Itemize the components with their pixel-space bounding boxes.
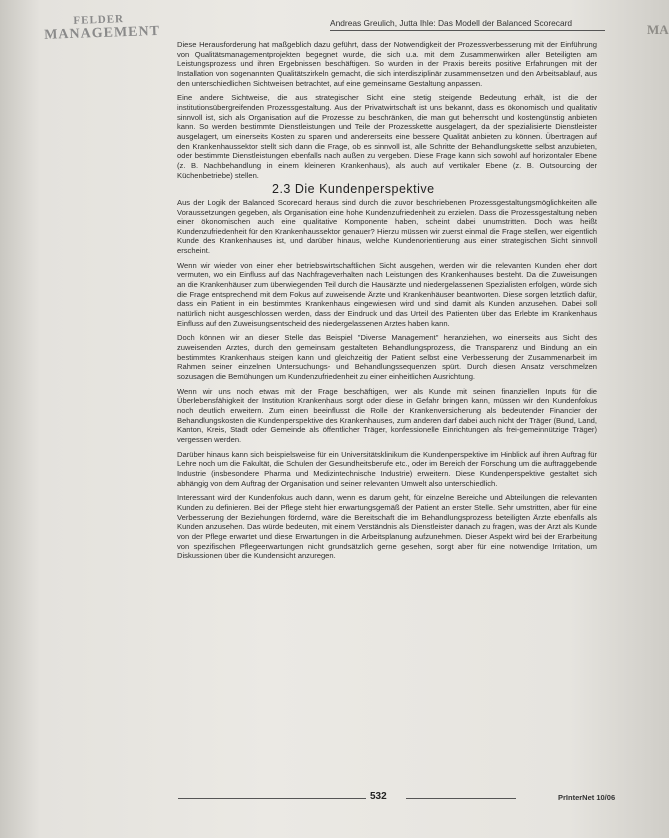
paragraph: Aus der Logik der Balanced Scorecard heraus sind durch die zuvor beschriebenen Prozessgestaltungsmöglichkeiten alle Voraussetzungen gegeben, als Organisation eine hohe Kundenzufriedenheit zu erzielen. Dass die Prozessgestaltung neben einer ökonomischen auch eine qualitative Komponente haben, scheint dabei unumstritten. Doch was heißt Kundenzufriedenheit für den Krankenhaussektor genauer? Hierzu müssen wir zuerst einmal die Frage stellen, wer eigentlich Kunde des Krankenhauses ist, und darüber hinaus, welche Kundenorientierung aus einer strategischen Sicht sinnvoll erscheint.: [177, 197, 597, 256]
paragraph: Eine andere Sichtweise, die aus strategischer Sicht eine stetig steigende Bedeutung erhält, ist die der institutionsübergreifenden Prozessgestaltung. Aus der Privatwirtschaft ist uns bekannt, dass es ökonomisch und qualitativ sinnvoll ist, sich als Organisation auf die Prozesse zu beschränken, die man gut beherrscht und kostengünstig anbieten kann. So werden bestimmte Dienstleistungen und Teile der Prozesskette ausgelagert, da der spezialisierte Dienstleister ausgelagert, um einerseits Kosten zu sparen und andererseits eine bessere Qualität anbieten zu können. Übertragen auf den Krankenhaussektor stellt sich dann die Frage, ob es sinnvoll ist, alle Schritte der Behandlungskette selbst anzubieten, oder bestimmte Dienstleistungen ebenfalls nach außen zu vergeben. Diese Frage kann sich sowohl auf horizontaler Ebene (z. B. Nachbehandlung in einem kleineren Krankenhaus), als auch auf vertikaler Ebene (z. B. Outsourcing der Küchenbetriebe) stellen.: [177, 93, 597, 180]
journal-logo: [43, 12, 161, 44]
page-number: 532: [370, 791, 387, 802]
issue-label: PrInterNet 10/06: [558, 793, 616, 802]
paragraph: Interessant wird der Kundenfokus auch dann, wenn es darum geht, für einzelne Bereiche und Abteilungen die relevanten Kunden zu definieren. Bei der Pflege steht hier erwartungsgemäß der Patient an erster Stelle. Sehr umstritten, aber für eine Verbesserung der Beziehungen fördernd, wäre die Bereitschaft die im Behandlungsprozess beteiligten Ärzte ebenfalls als Kunden anzusehen. Das würde bedeuten, mit einem Verständnis als Dienstleister danach zu fragen, was der Arzt als Kunde von der Pflege erwartet und diese Erwartungen in die Arbeitsplanung aufzunehmen. Dieser Aspekt wird bei der Erarbeitung von spezifischen Pflegeerwartungen nicht grundsätzlich gerne gesehen, sorgt aber für eine notwendige Irritation, um Diskussionen über die Kundensicht anzuregen.: [177, 493, 597, 561]
footer-rule-right: [406, 798, 516, 799]
adjacent-page-edge-text: MA: [647, 22, 669, 37]
paragraph: Doch können wir an dieser Stelle das Beispiel "Diverse Management" heranziehen, wo einerseits aus Sicht des zuweisenden Arztes, durch den gemeinsam gestalteten Behandlungsprozess, die Transparenz und Bindung an ein bestimmtes Krankenhaus steigen kann und gleichzeitig der Patient selbst eine Verbesserung der Zusammenarbeit im Rahmen seiner einzelnen Untersuchungs- und Behandlungssequenzen spürt. Durch diesen Ansatz verschmelzen sozusagen die Bemühungen um Kundenzufriedenheit zu einer einheitlichen Ausrichtung.: [177, 333, 597, 381]
section-heading: 2.3 Die Kundenperspektive: [272, 182, 435, 197]
paragraph: Wenn wir wieder von einer eher betriebswirtschaftlichen Sicht ausgehen, werden wir die relevanten Kunden eher dort vermuten, wo ein Einfluss auf das Nachfrageverhalten nach Leistungen des Krankenhauses besteht. Da die Zuweisungen an die Krankenhäuser zum überwiegenden Teil durch die Hausärzte und niedergelassenen Spezialisten erfolgen, würde sich die Frage entsprechend mit dem Fokus auf zuweisende Ärzte und Krankenhäuser beantworten. Diese sorgen letztlich dafür, dass ein Patient in ein bestimmtes Krankenhaus eingewiesen wird und sind damit als Kunden anzusehen. Dabei soll natürlich nicht ausgeschlossen werden, dass der Eindruck und das Urteil des Patienten über das Erlebte im Krankenhaus Einfluss auf den Zuweisungsentscheid des niedergelassenen Arztes haben kann.: [177, 260, 597, 328]
logo-line-2: MANAGEMENT: [43, 23, 161, 43]
running-head: Andreas Greulich, Jutta Ihle: Das Modell der Balanced Scorecard: [330, 18, 605, 31]
article-body: [177, 40, 597, 566]
footer-rule-left: [178, 798, 366, 799]
logo-line-1: FELDER: [73, 13, 125, 27]
paragraph: Darüber hinaus kann sich beispielsweise für ein Universitätsklinikum die Kundenperspektive im Hinblick auf ihren Auftrag für Lehre noch um die Fakultät, die Schulen der Gesundheitsberufe etc., oder im Bereich der Forschung um die auftraggebende Industrie (insbesondere Pharma und Medizintechnische Industrie) erweitern. Diese Kundenperspektive gestaltet sich abhängig von dem Auftrag der Organisation und seiner relevanten Umwelt also unterschiedlich.: [177, 449, 597, 488]
paragraph: Wenn wir uns noch etwas mit der Frage beschäftigen, wer als Kunde mit seinen finanziellen Inputs für die Überlebensfähigkeit der Institution Krankenhaus sorgt oder diese in Gefahr bringen kann, müssen wir den Kundenfokus noch deutlich erweitern. Zum einen beeinflusst die Rolle der Krankenversicherung als bedeutender Financier der Behandlungskosten die Kundenperspektive des Krankenhauses, zum anderen darf dabei auch nicht der Träger (Bund, Land, Kanton, Kreis, Stadt oder Gemeinde als öffentlicher Träger, konfessionelle Einrichtungen als frei-gemeinnützige Träger) vergessen werden.: [177, 386, 597, 444]
paragraph: Diese Herausforderung hat maßgeblich dazu geführt, dass der Notwendigkeit der Prozessverbesserung mit der Einführung von Qualitätsmanagementprojekten begegnet wurde, die sich u.a. mit dem Zusammenwirken aller Beteiligten am Leistungsprozess und ihren Ergebnissen beschäftigen. So wurden in der Praxis bereits positive Erfahrungen mit der Installation von sogenannten Qualitätszirkeln gemacht, die sich interdisziplinär zusammensetzen und den Arbeitsablauf, aus den unterschiedlichen Sichtweisen betrachtet, auf eine gemeinsame Gestaltung anpassen.: [177, 40, 597, 88]
